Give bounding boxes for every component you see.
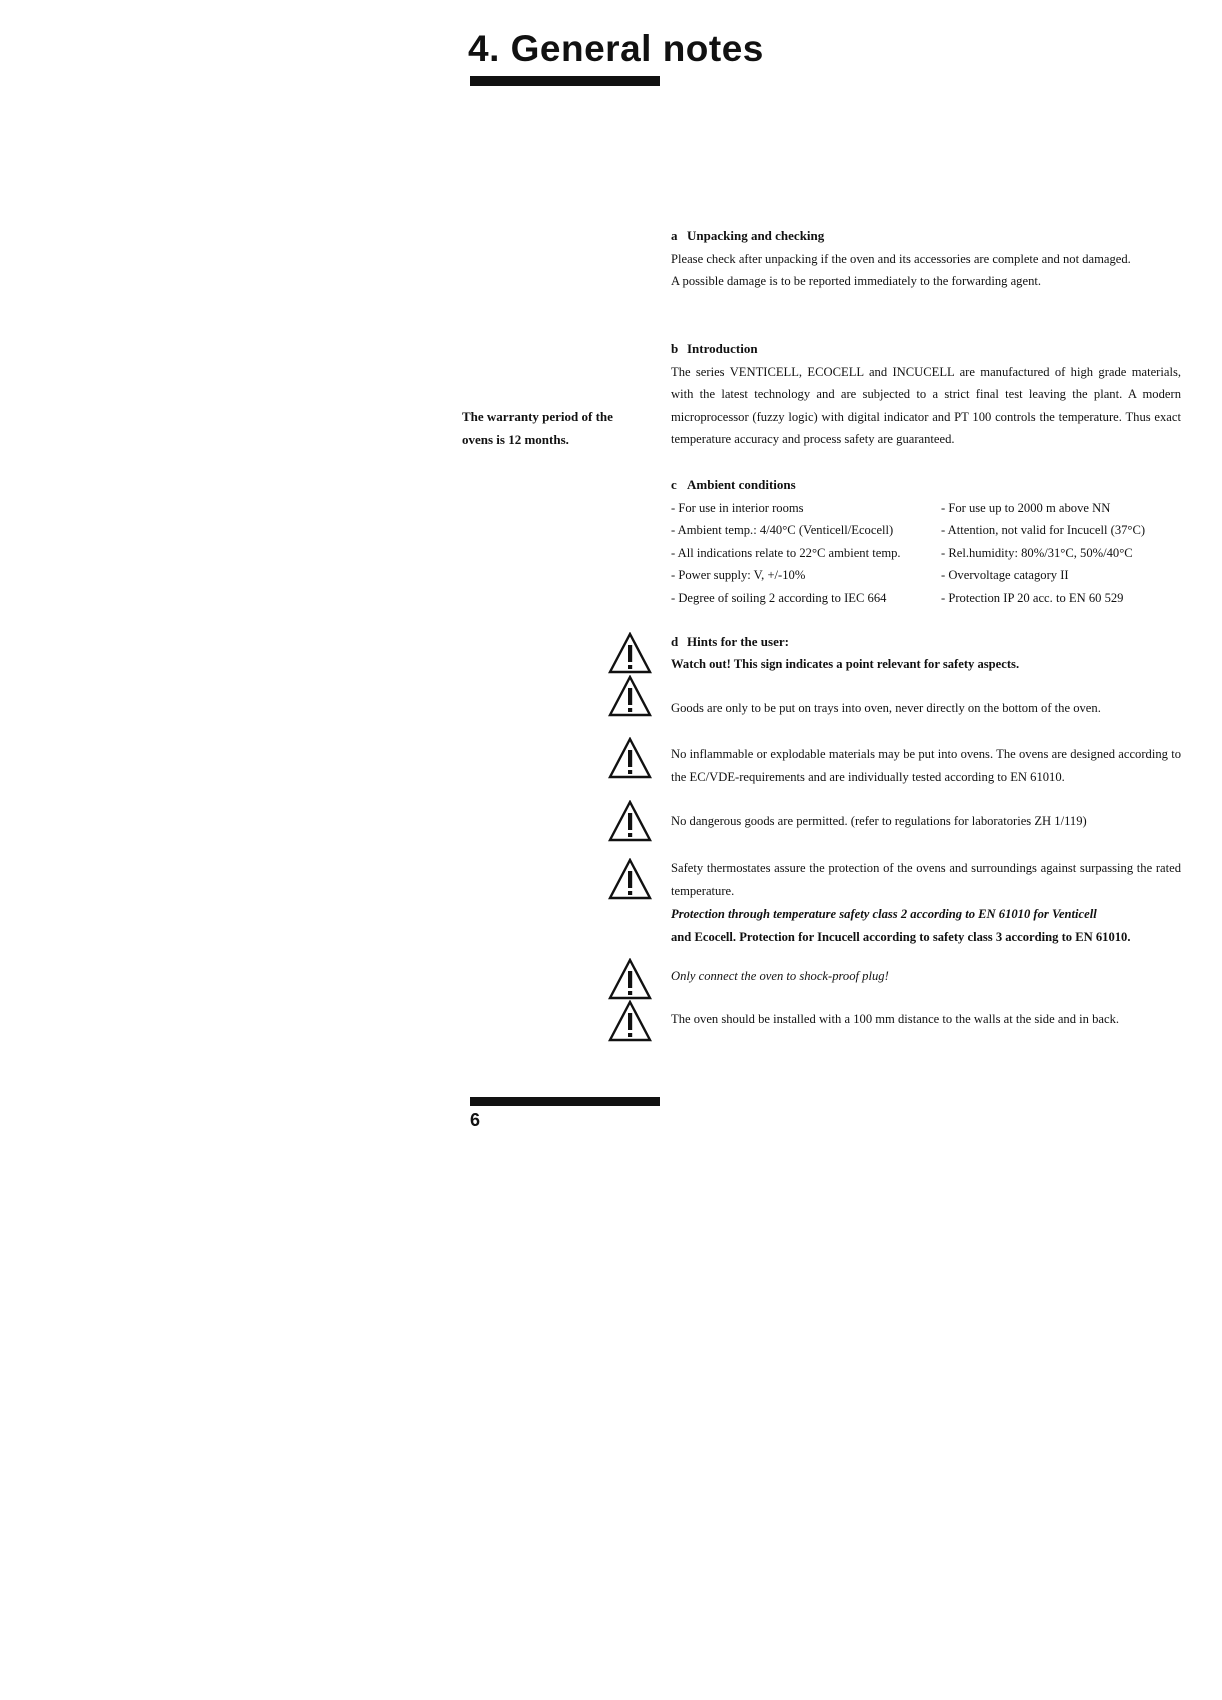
list-item: - Ambient temp.: 4/40°C (Venticell/Ecocell) [671, 523, 894, 537]
section-heading: b Introduction [671, 341, 758, 356]
section-text: The series VENTICELL, ECOCELL and INCUCELL are manufactured of high grade materials, with the latest technology and are subjected to a strict final test leaving the plant. A modern microprocessor (fuzzy logic) with digital indicator and PT 100 controls the temperature. Thus exact temperature accuracy and process safety are guaranteed. [671, 364, 1181, 446]
page-title: 4. General notes [468, 28, 764, 69]
hint-text: Goods are only to be put on trays into oven, never directly on the bottom of the oven. [671, 701, 1101, 715]
ambient-conditions-list [671, 497, 1181, 610]
list-item: - For use in interior rooms [671, 500, 804, 515]
warning-triangle-icon [608, 675, 652, 719]
warning-triangle-icon [608, 1000, 652, 1044]
hint-text: and Ecocell. Protection for Incucell according to safety class 3 according to EN 61010. [671, 930, 1131, 944]
list-item: - For use up to 2000 m above NN [941, 500, 1111, 515]
warning-triangle-icon [608, 632, 652, 676]
page-number: 6 [470, 1110, 481, 1130]
section-heading: c Ambient conditions [671, 477, 796, 492]
section-hints [671, 630, 1181, 676]
section-text: Please check after unpacking if the oven and its accessories are complete and not damaged. [671, 251, 1131, 266]
warranty-sidenote: The warranty period of the ovens is 12 months. [462, 409, 613, 447]
list-item: - Power supply: V, +/-10% [671, 568, 806, 582]
list-item: - Overvoltage catagory II [941, 568, 1069, 582]
list-item: - Rel.humidity: 80%/31°C, 50%/40°C [941, 545, 1133, 560]
hint-text: No dangerous goods are permitted. (refer to regulations for laboratories ZH 1/119) [671, 814, 1087, 828]
hint-text: Only connect the oven to shock-proof plug! [671, 969, 889, 983]
list-item: - Attention, not valid for Incucell (37°C) [941, 523, 1146, 537]
footer-rule [470, 1097, 660, 1106]
hint-thermostat [671, 857, 1181, 949]
hint-text: Safety thermostates assure the protection of the ovens and surroundings against surpassing the rated temperature. [671, 861, 1181, 898]
section-introduction [671, 338, 1181, 451]
warning-triangle-icon [608, 958, 652, 1002]
title-underline [470, 76, 660, 86]
hint-text: Protection through temperature safety class 2 according to EN 61010 for Venticell [671, 907, 1097, 921]
list-item: - Protection IP 20 acc. to EN 60 529 [941, 590, 1124, 605]
section-text: A possible damage is to be reported immediately to the forwarding agent. [671, 274, 1042, 288]
hint-text: The oven should be installed with a 100 mm distance to the walls at the side and in back. [671, 1012, 1120, 1026]
hint-text: No inflammable or explodable materials may be put into ovens. The ovens are designed according to the EC/VDE-requirements and are individually tested according to EN 61010. [671, 747, 1181, 784]
section-ambient-conditions [671, 474, 1181, 609]
list-item: - Degree of soiling 2 according to IEC 664 [671, 590, 887, 605]
warning-triangle-icon [608, 858, 652, 902]
section-heading: a Unpacking and checking [671, 228, 825, 243]
section-unpacking [671, 225, 1181, 293]
section-heading: d Hints for the user: [671, 634, 789, 649]
warning-intro: Watch out! This sign indicates a point relevant for safety aspects. [671, 657, 1020, 671]
warning-triangle-icon [608, 800, 652, 844]
list-item: - All indications relate to 22°C ambient temp. [671, 545, 901, 560]
warning-triangle-icon [608, 737, 652, 781]
